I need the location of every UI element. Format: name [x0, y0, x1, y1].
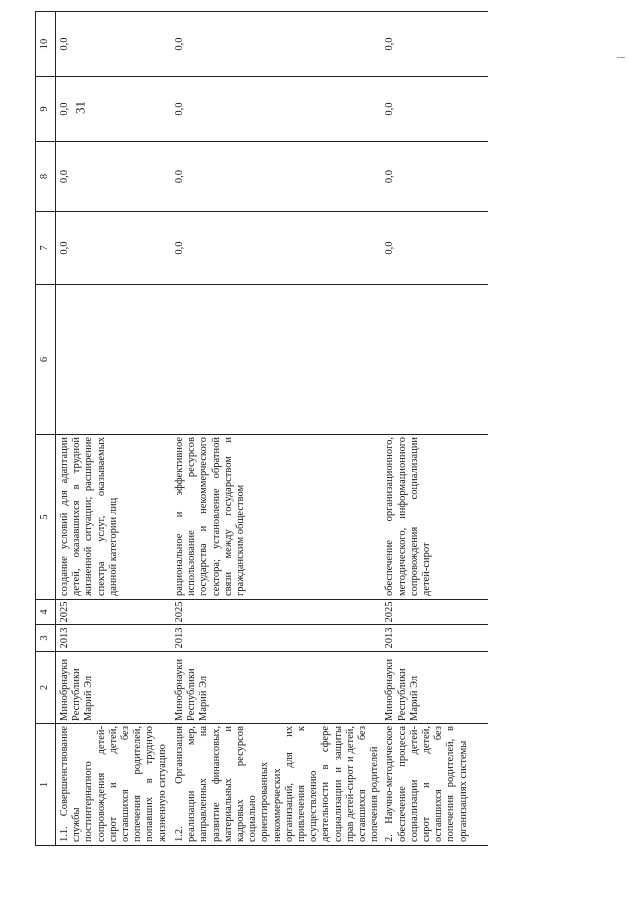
column-number-7: 7	[36, 212, 56, 285]
activity-cell: 1.2. Организация реализации мер, направленных на развитие финансовых, материальных и кадровых ресурсов социально ориентированных некоммерческих организаций, для их привлечения к осуществлению деятельности в сфере социализации и защиты прав детей-сирот и детей, оставшихся без попечения родителей	[171, 724, 381, 846]
column-number-5: 5	[36, 435, 56, 600]
column-10-value: 0,0	[171, 12, 381, 77]
column-8-value: 0,0	[171, 142, 381, 212]
activity-cell: 2. Научно-методическое обеспечение процесса социализации детей-сирот и детей, оставшихся без попечения родителей, в организациях системы	[381, 724, 488, 846]
column-number-8: 8	[36, 142, 56, 212]
page-number: 31	[72, 101, 88, 114]
end-year-cell: 2025	[56, 600, 172, 625]
column-6-cell	[381, 285, 488, 435]
column-number-9: 9	[36, 77, 56, 142]
column-9-value: 0,0	[381, 77, 488, 142]
column-7-value: 0,0	[56, 212, 172, 285]
column-number-3: 3	[36, 625, 56, 652]
column-6-cell	[56, 285, 172, 435]
column-number-6: 6	[36, 285, 56, 435]
column-number-10: 10	[36, 12, 56, 77]
table-row	[56, 12, 172, 846]
column-8-value: 0,0	[56, 142, 172, 212]
executor-cell: Минобрнауки Республики Марий Эл	[56, 652, 172, 724]
start-year-cell: 2013	[171, 625, 381, 652]
column-7-value: 0,0	[381, 212, 488, 285]
end-year-cell: 2025	[381, 600, 488, 625]
rotated-table-sheet	[0, 4, 620, 868]
result-cell: рациональное и эффективное использование ресурсов государства и некоммерческого сектора; установление обратной связи между государством и гражданским обществом	[171, 435, 381, 600]
column-number-2: 2	[36, 652, 56, 724]
result-cell: создание условий для адаптации детей, оказавшихся в трудной жизненной ситуации; расширение спектра услуг, оказываемых данной категории лиц	[56, 435, 172, 600]
column-number-1: 1	[36, 724, 56, 846]
column-7-value: 0,0	[171, 212, 381, 285]
program-activities-table	[35, 11, 488, 846]
start-year-cell: 2013	[56, 625, 172, 652]
table-row	[171, 12, 381, 846]
column-10-value: 0,0	[56, 12, 172, 77]
column-10-value: 0,0	[381, 12, 488, 77]
executor-cell: Минобрнауки Республики Марий Эл	[381, 652, 488, 724]
column-8-value: 0,0	[381, 142, 488, 212]
start-year-cell: 2013	[381, 625, 488, 652]
result-cell: обеспечение организационного, методического, информационного сопровождения социализации детей-сирот	[381, 435, 488, 600]
end-year-cell: 2025	[171, 600, 381, 625]
column-6-cell	[171, 285, 381, 435]
column-9-value: 0,0	[56, 77, 172, 142]
column-number-4: 4	[36, 600, 56, 625]
table-row	[381, 12, 488, 846]
executor-cell: Минобрнауки Республики Марий Эл	[171, 652, 381, 724]
column-9-value: 0,0	[171, 77, 381, 142]
activity-cell: 1.1. Совершенствование службы постинтернатного сопровождения детей-сирот и детей, оставшихся без попечения родителей, попавших в трудную жизненную ситуацию	[56, 724, 172, 846]
column-number-row	[36, 12, 56, 846]
